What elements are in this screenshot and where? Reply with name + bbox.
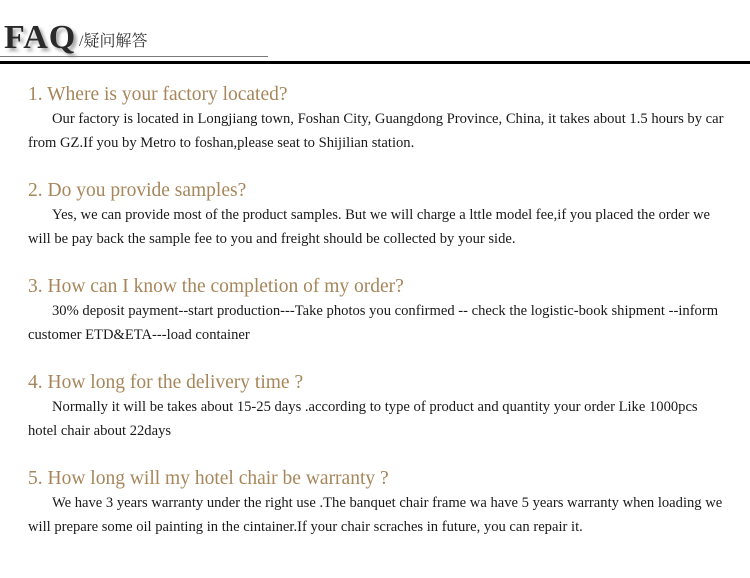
faq-item-3 — [28, 275, 728, 347]
faq-question: 5. How long will my hotel chair be warranty ? — [28, 468, 389, 489]
header-divider-thick — [0, 61, 750, 64]
page-title: FAQ — [4, 19, 77, 56]
faq-answer: 30% deposit payment--start production---Take photos you confirmed -- check the logistic-book shipment --inform customer ETD&ETA---load container — [28, 303, 719, 343]
faq-question: 3. How can I know the completion of my order? — [28, 276, 404, 297]
faq-answer: Our factory is located in Longjiang town, Foshan City, Guangdong Province, China, it takes about 1.5 hours by car from GZ.If you by Metro to foshan,please seat to Shijilian station. — [28, 111, 724, 151]
faq-answer: We have 3 years warranty under the right use .The banquet chair frame wa have 5 years warranty when loading we will prepare some oil painting in the cintainer.If your chair scraches in future, you can repair it. — [28, 495, 723, 535]
faq-item-5 — [28, 467, 728, 539]
faq-item-1 — [28, 83, 728, 155]
header-divider-thin — [0, 56, 268, 57]
faq-question: 1. Where is your factory located? — [28, 84, 288, 105]
faq-question: 2. Do you provide samples? — [28, 180, 247, 201]
faq-item-4 — [28, 371, 728, 443]
page-subtitle: /疑问解答 — [79, 33, 148, 50]
faq-answer: Yes, we can provide most of the product samples. But we will charge a lttle model fee,if you placed the order we will be pay back the sample fee to you and freight should be collected by your side. — [28, 207, 711, 247]
faq-header — [0, 0, 750, 64]
faq-question: 4. How long for the delivery time ? — [28, 372, 304, 393]
faq-answer: Normally it will be takes about 15-25 days .according to type of product and quantity your order Like 1000pcs hotel chair about 22days — [28, 399, 698, 439]
faq-item-2 — [28, 179, 728, 251]
